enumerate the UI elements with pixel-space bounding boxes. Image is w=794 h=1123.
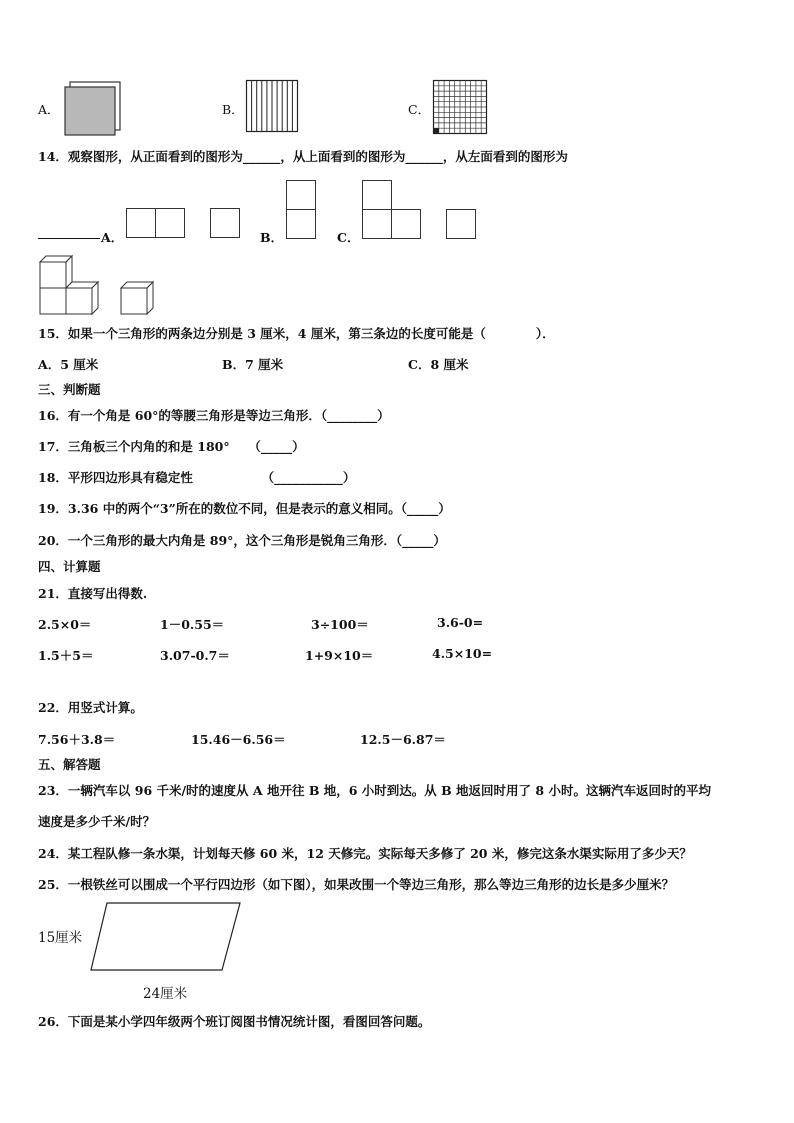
section-4-heading: 四、计算题 — [38, 559, 101, 574]
q13-option-b-figure — [246, 80, 298, 132]
q21-text: 21．直接写出得数. — [38, 586, 148, 601]
q14-option-c-figures — [362, 180, 478, 242]
q14-answer-blank — [38, 238, 100, 239]
q19-text: 19．3.36 中的两个“3”所在的数位不同，但是表示的意义相同。（_____） — [38, 501, 451, 516]
q20-text: 20．一个三角形的最大内角是 89°，这个三角形是锐角三角形．（_____） — [38, 533, 446, 548]
q21-item: 2.5×0＝ — [38, 617, 92, 632]
q21-item: 1+9×10＝ — [305, 648, 374, 663]
q16-text: 16．有一个角是 60°的等腰三角形是等边三角形．（________） — [38, 408, 390, 423]
q15-option-c: C．8 厘米 — [408, 357, 469, 372]
section-3-heading: 三、判断题 — [38, 382, 101, 397]
q22-item: 7.56＋3.8＝ — [38, 732, 116, 747]
q22-text: 22．用竖式计算。 — [38, 700, 143, 715]
q25-text: 25．一根铁丝可以围成一个平行四边形（如下图），如果改围一个等边三角形，那么等边三角形的边长是多少厘米？ — [38, 877, 675, 892]
q23-line1: 23．一辆汽车以 96 千米/时的速度从 A 地开往 B 地，6 小时到达。从 B 地返回时用了 8 小时。这辆汽车返回时的平均 — [38, 783, 711, 798]
q21-item: 3.07-0.7＝ — [160, 648, 230, 663]
q25-side-label: 15厘米 — [38, 930, 83, 946]
q15-option-b: B．7 厘米 — [222, 357, 284, 372]
q14-text: 14．观察图形，从正面看到的图形为______，从上面看到的图形为______，从左面看到的图形为 — [38, 149, 568, 164]
q14-option-c-label: C． — [337, 230, 360, 245]
q21-item: 4.5×10= — [432, 646, 493, 661]
q22-item: 15.46－6.56＝ — [191, 732, 286, 747]
q13-option-c-label: C． — [408, 102, 431, 117]
q15-option-a: A．5 厘米 — [38, 357, 99, 372]
q21-item: 1.5＋5＝ — [38, 648, 94, 663]
q21-item: 3.6-0= — [437, 615, 484, 630]
q15-text: 15．如果一个三角形的两条边分别是 3 厘米，4 厘米，第三条边的长度可能是（ ）． — [38, 326, 555, 341]
q26-text: 26．下面是某小学四年级两个班订阅图书情况统计图，看图回答问题。 — [38, 1014, 431, 1029]
q14-cube-figure — [38, 254, 163, 316]
q24-text: 24．某工程队修一条水渠，计划每天修 60 米，12 天修完。实际每天多修了 20 米，修完这条水渠实际用了多少天？ — [38, 846, 692, 861]
q23-line2: 速度是多少千米/时？ — [38, 814, 156, 829]
q14-option-a-label: A． — [101, 230, 124, 245]
q25-base-label: 24厘米 — [143, 986, 188, 1002]
grid-filled-cell — [434, 128, 439, 133]
q17-text: 17．三角板三个内角的和是 180° （_____） — [38, 439, 305, 454]
q21-item: 1－0.55＝ — [160, 617, 225, 632]
q21-item: 3÷100＝ — [311, 617, 369, 632]
q25-parallelogram — [90, 902, 242, 972]
q18-text: 18．平形四边形具有稳定性 （___________） — [38, 470, 356, 485]
section-5-heading: 五、解答题 — [38, 757, 101, 772]
q14-option-b-label: B． — [260, 230, 284, 245]
q13-option-c-figure — [433, 80, 487, 134]
q14-option-a-figures — [126, 208, 246, 240]
q14-option-b-figure — [286, 180, 318, 242]
q22-item: 12.5－6.87＝ — [360, 732, 446, 747]
q13-option-a-label: A． — [38, 102, 60, 117]
q13-option-b-label: B． — [222, 102, 244, 117]
q13-option-a-figure — [64, 80, 122, 136]
